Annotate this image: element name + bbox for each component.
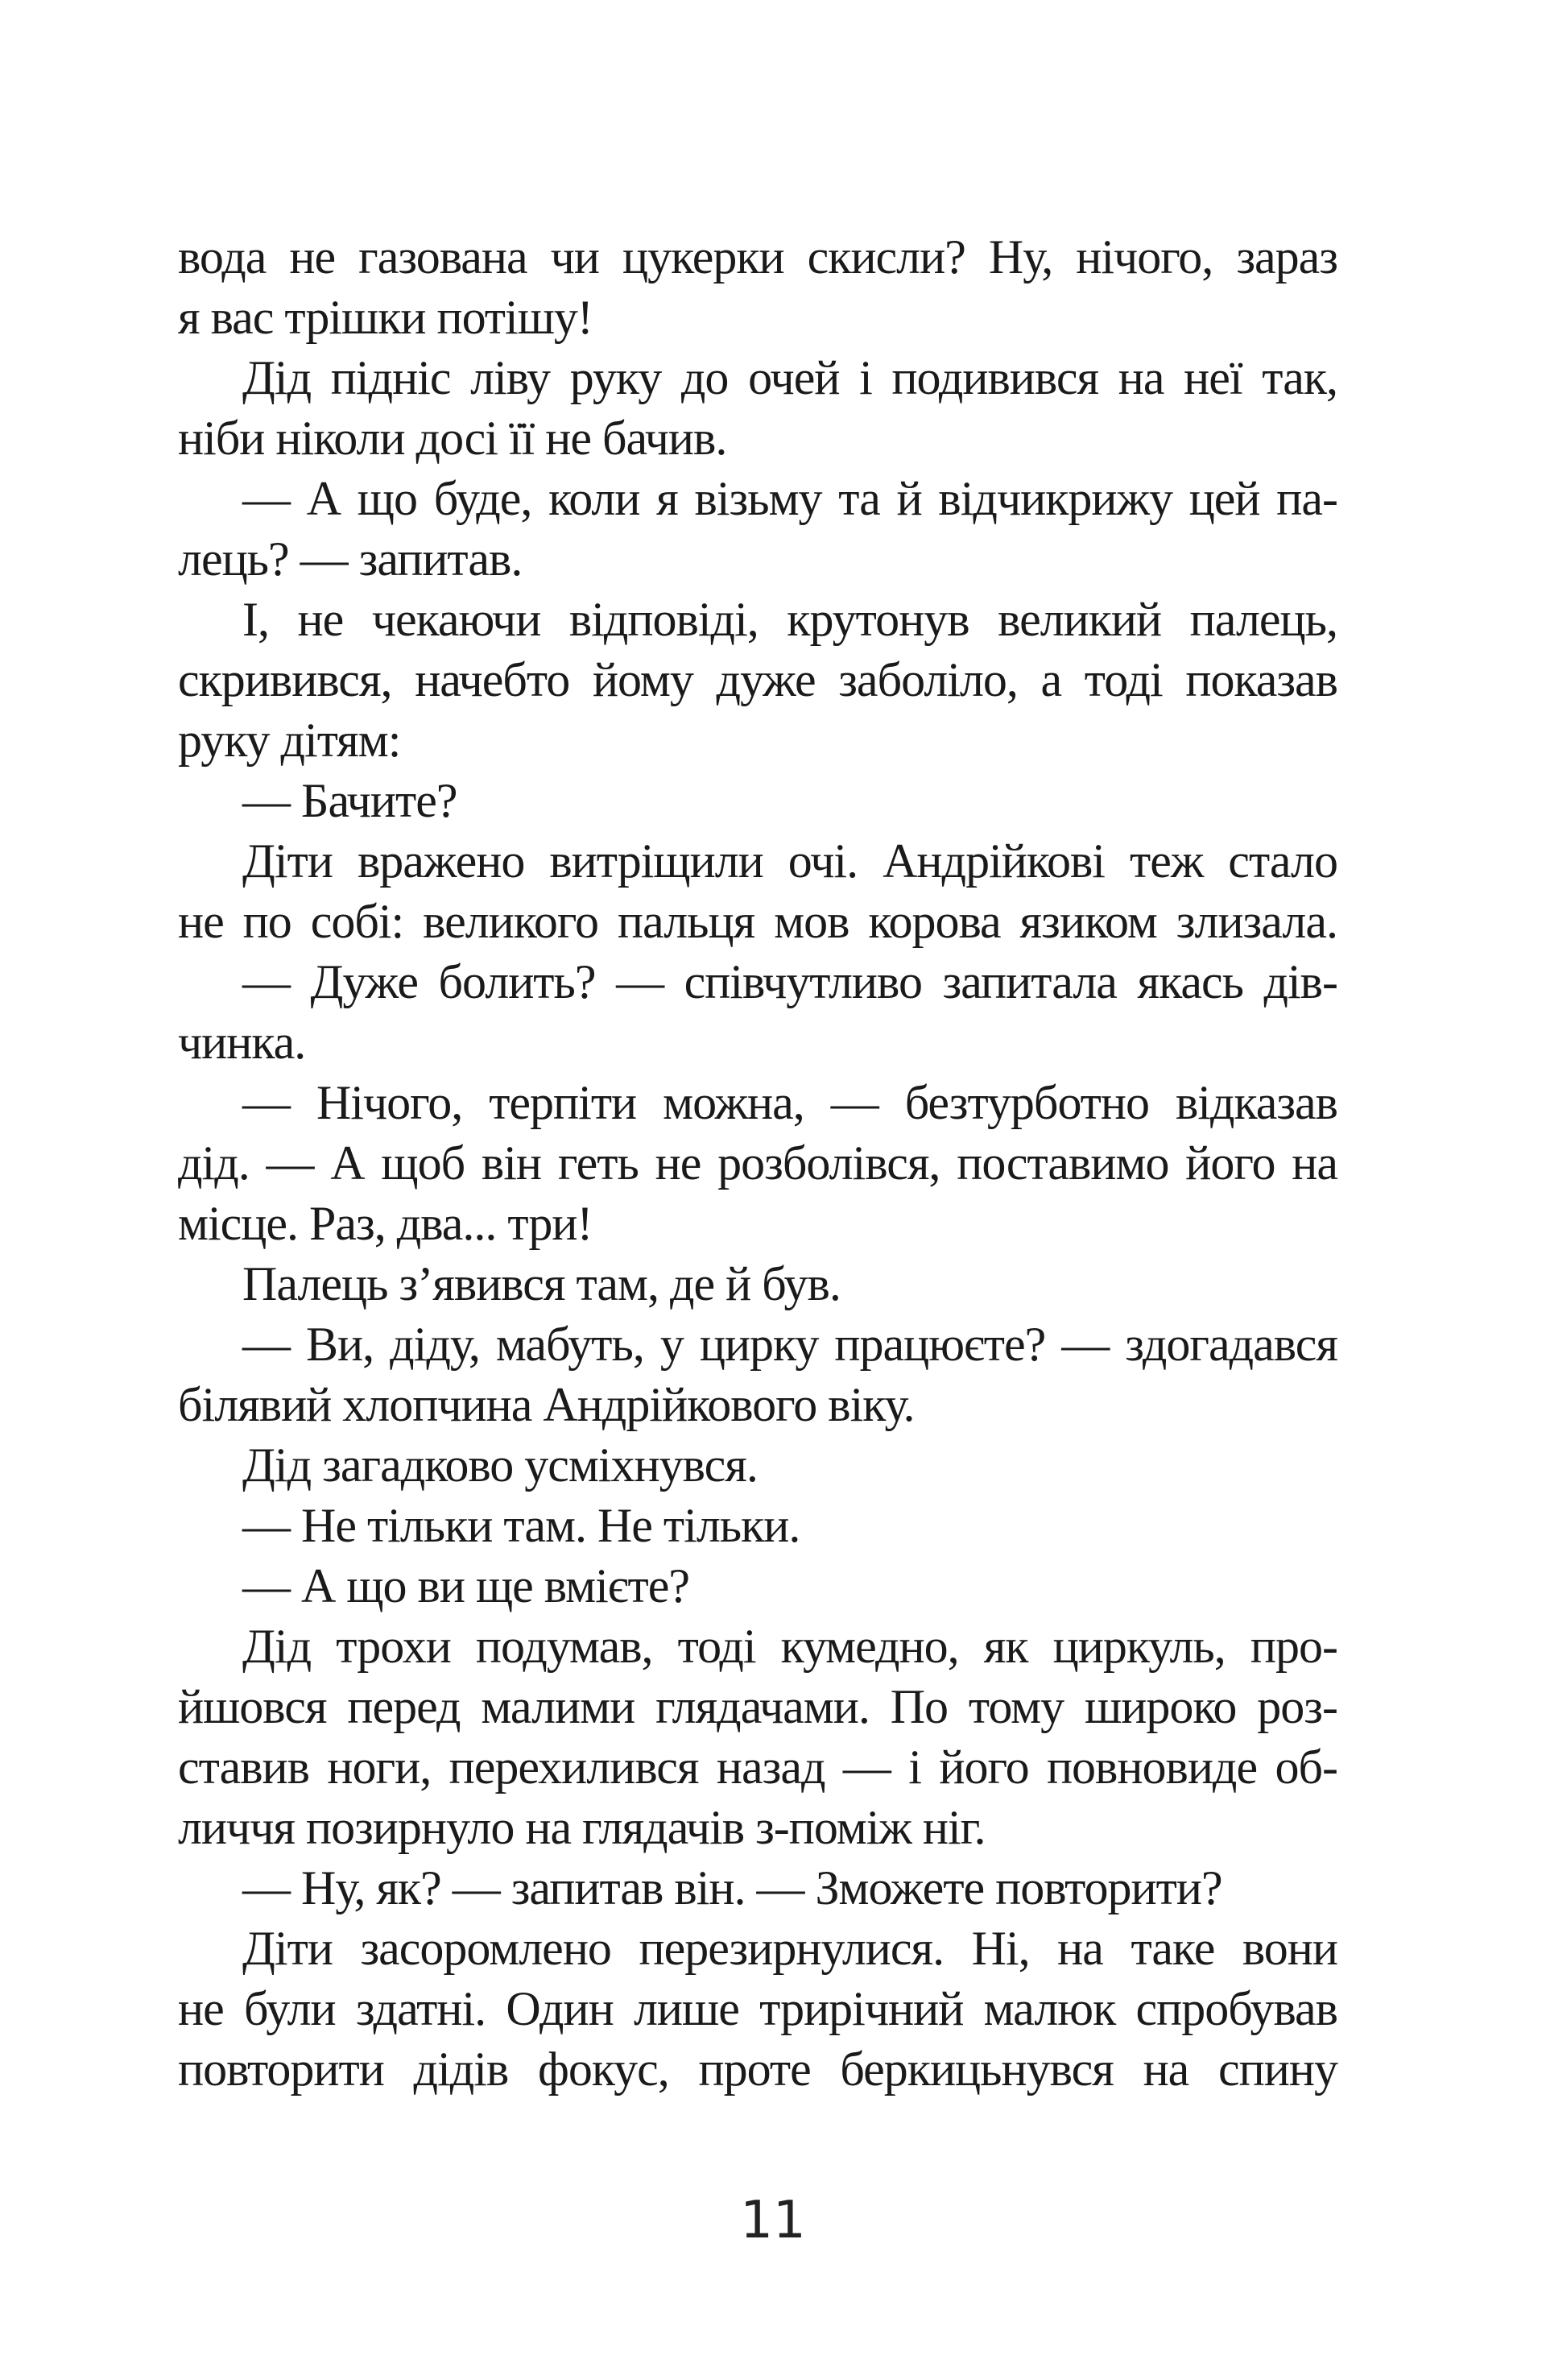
text-line bbox=[178, 1314, 1337, 1375]
text-line-content: — Не тільки там. Не тільки. bbox=[242, 1499, 800, 1552]
text-line bbox=[178, 1979, 1337, 2039]
text-line-content: руку дітям: bbox=[178, 714, 401, 767]
text-line-content: не по собі: великого пальця мов корова язиком злизала. bbox=[178, 895, 1337, 948]
page-number: 11 bbox=[740, 2191, 806, 2250]
text-line-content: личчя позирнуло на глядачів з-поміж ніг. bbox=[178, 1801, 986, 1854]
text-line-content: не були здатні. Один лише трирічний малюк спробував bbox=[178, 1982, 1337, 2035]
text-line bbox=[178, 1073, 1337, 1133]
text-line bbox=[178, 1798, 1337, 1858]
text-line-content: Дід трохи подумав, тоді кумедно, як циркуль, про- bbox=[242, 1620, 1337, 1673]
text-line bbox=[178, 1012, 1337, 1073]
text-line bbox=[178, 892, 1337, 952]
text-line-content: я вас трішки потішу! bbox=[178, 291, 593, 344]
text-line-content: — Ну, як? — запитав він. — Зможете повторити? bbox=[242, 1861, 1222, 1914]
text-line bbox=[178, 1737, 1337, 1798]
text-line bbox=[178, 408, 1337, 469]
text-line-content: місце. Раз, два... три! bbox=[178, 1197, 593, 1250]
text-line bbox=[178, 1496, 1337, 1556]
text-line bbox=[178, 650, 1337, 710]
text-line bbox=[178, 288, 1337, 348]
text-line-content: ставив ноги, перехилився назад — і його повновиде об- bbox=[178, 1741, 1337, 1794]
text-line bbox=[178, 771, 1337, 831]
text-line-content: вода не газована чи цукерки скисли? Ну, нічого, зараз bbox=[178, 230, 1337, 284]
text-line bbox=[178, 469, 1337, 529]
text-line bbox=[178, 1858, 1337, 1918]
text-line-content: — А що буде, коли я візьму та й відчикрижу цей па- bbox=[242, 472, 1337, 525]
text-line-content: лець? — запитав. bbox=[178, 532, 523, 586]
book-page-text bbox=[178, 227, 1337, 2100]
text-line bbox=[178, 831, 1337, 892]
text-line-content: повторити дідів фокус, проте беркицьнувся на спину bbox=[178, 2043, 1337, 2096]
text-line bbox=[178, 529, 1337, 590]
text-line-content: ніби ніколи досі її не бачив. bbox=[178, 412, 727, 465]
text-line bbox=[178, 1918, 1337, 1979]
text-line-content: Палець з’явився там, де й був. bbox=[242, 1257, 841, 1310]
text-line-content: — Ви, діду, мабуть, у цирку працюєте? — здогадався bbox=[242, 1318, 1337, 1371]
text-line bbox=[178, 952, 1337, 1012]
text-line bbox=[178, 1677, 1337, 1737]
text-line bbox=[178, 1375, 1337, 1435]
text-line-content: Дід підніс ліву руку до очей і подивився на неї так, bbox=[242, 351, 1337, 404]
text-line bbox=[178, 1616, 1337, 1677]
text-line bbox=[178, 1435, 1337, 1496]
text-line-content: Діти вражено витріщили очі. Андрійкові теж стало bbox=[242, 834, 1337, 888]
text-line-content: Діти засоромлено перезирнулися. Ні, на таке вони bbox=[242, 1922, 1337, 1975]
text-line-content: І, не чекаючи відповіді, крутонув великий палець, bbox=[242, 593, 1337, 646]
text-line bbox=[178, 710, 1337, 771]
text-line-content: — Бачите? bbox=[242, 774, 457, 827]
text-line-content: йшовся перед малими глядачами. По тому широко роз- bbox=[178, 1680, 1337, 1733]
text-line bbox=[178, 227, 1337, 288]
text-line bbox=[178, 348, 1337, 408]
text-line-content: — А що ви ще вмієте? bbox=[242, 1559, 689, 1612]
text-line-content: Дід загадково усміхнувся. bbox=[242, 1438, 758, 1492]
text-line-content: — Нічого, терпіти можна, — безтурботно відказав bbox=[242, 1076, 1337, 1129]
text-line-content: чинка. bbox=[178, 1016, 306, 1069]
text-line bbox=[178, 590, 1337, 650]
text-line bbox=[178, 1194, 1337, 1254]
text-line-content: дід. — А щоб він геть не розболівся, поставимо його на bbox=[178, 1136, 1337, 1190]
text-line bbox=[178, 1133, 1337, 1194]
text-line bbox=[178, 1556, 1337, 1616]
text-line bbox=[178, 2039, 1337, 2100]
text-line-content: — Дуже болить? — співчутливо запитала якась дів- bbox=[242, 955, 1337, 1008]
text-line-content: білявий хлопчина Андрійкового віку. bbox=[178, 1378, 915, 1431]
text-line bbox=[178, 1254, 1337, 1314]
text-line-content: скривився, начебто йому дуже заболіло, а тоді показав bbox=[178, 653, 1337, 706]
